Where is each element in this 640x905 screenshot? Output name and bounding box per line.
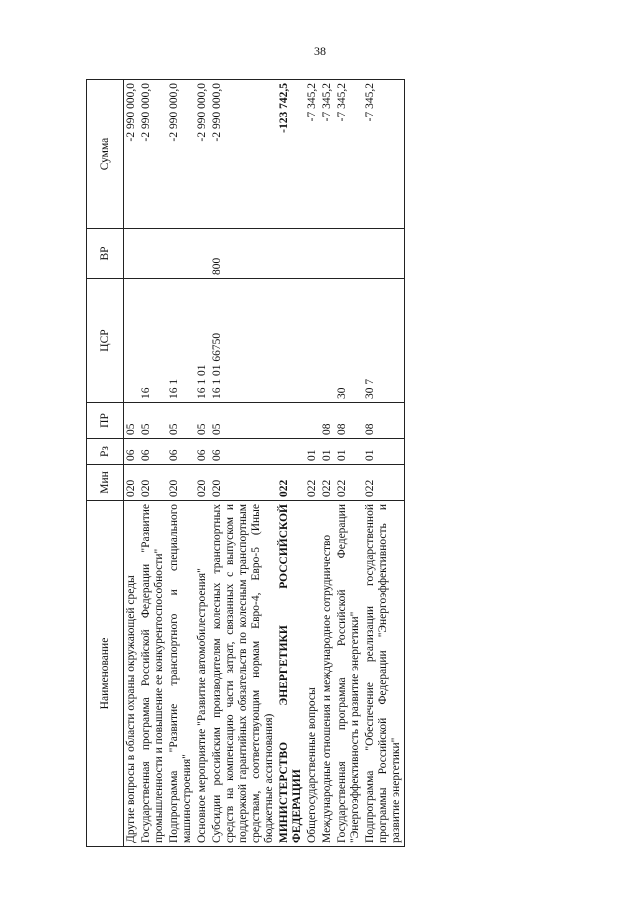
budget-table: [86, 79, 405, 847]
cell-sum: -2 990 000,0: [167, 80, 195, 229]
table-row: [167, 80, 195, 847]
cell-vr: [335, 229, 363, 279]
cell-vr: [195, 229, 210, 279]
header-vr: ВР: [87, 229, 124, 279]
cell-pr: [305, 403, 320, 439]
table-row: [124, 80, 140, 847]
cell-min: 022: [277, 465, 305, 501]
cell-pr: [277, 403, 305, 439]
cell-min: 020: [210, 465, 277, 501]
cell-pr: 05: [195, 403, 210, 439]
cell-sum: -2 990 000,0: [139, 80, 167, 229]
cell-sum: -7 345,2: [320, 80, 335, 229]
rotated-table-wrapper: [86, 80, 612, 847]
cell-sum: -2 990 000,0: [210, 80, 277, 229]
cell-min: 020: [124, 465, 140, 501]
header-pr: ПР: [87, 403, 124, 439]
cell-rz: 06: [167, 439, 195, 465]
cell-min: 020: [139, 465, 167, 501]
cell-rz: 01: [320, 439, 335, 465]
cell-pr: 05: [124, 403, 140, 439]
table-row: [305, 80, 320, 847]
cell-min: 022: [335, 465, 363, 501]
cell-rz: 06: [139, 439, 167, 465]
header-name: Наименование: [87, 501, 124, 847]
cell-pr: 05: [210, 403, 277, 439]
cell-pr: 08: [320, 403, 335, 439]
table-row: [210, 80, 277, 847]
cell-rz: 06: [195, 439, 210, 465]
cell-vr: [320, 229, 335, 279]
cell-rz: 06: [210, 439, 277, 465]
cell-min: 020: [195, 465, 210, 501]
cell-vr: [139, 229, 167, 279]
cell-rz: [277, 439, 305, 465]
table-row: [277, 80, 305, 847]
cell-csr: 30 7: [363, 279, 405, 403]
cell-rz: 01: [305, 439, 320, 465]
cell-name: Государственная программа Российской Федерации "Энергоэффективность и развитие энергетики": [335, 501, 363, 847]
cell-csr: [305, 279, 320, 403]
table-header-row: [87, 80, 124, 847]
cell-rz: 01: [335, 439, 363, 465]
cell-csr: 16 1 01: [195, 279, 210, 403]
header-csr: ЦСР: [87, 279, 124, 403]
cell-name: Общегосударственные вопросы: [305, 501, 320, 847]
cell-sum: -2 990 000,0: [195, 80, 210, 229]
cell-vr: [124, 229, 140, 279]
cell-csr: 16 1 01 66750: [210, 279, 277, 403]
cell-min: 022: [320, 465, 335, 501]
cell-csr: [320, 279, 335, 403]
cell-min: 020: [167, 465, 195, 501]
cell-vr: [167, 229, 195, 279]
cell-sum: -2 990 000,0: [124, 80, 140, 229]
cell-csr: 16: [139, 279, 167, 403]
cell-pr: 05: [167, 403, 195, 439]
cell-vr: [363, 229, 405, 279]
table-row: [320, 80, 335, 847]
page-number: 38: [314, 44, 326, 58]
cell-name: Подпрограмма "Обеспечение реализации государственной программы Российской Федерации "Энергоэффективность и развитие энергетики": [363, 501, 405, 847]
cell-pr: 08: [335, 403, 363, 439]
cell-sum: -7 345,2: [335, 80, 363, 229]
cell-rz: 01: [363, 439, 405, 465]
cell-csr: 30: [335, 279, 363, 403]
cell-name: Другие вопросы в области охраны окружающей среды: [124, 501, 140, 847]
cell-min: 022: [305, 465, 320, 501]
cell-sum: -7 345,2: [305, 80, 320, 229]
cell-csr: [277, 279, 305, 403]
cell-vr: [305, 229, 320, 279]
cell-name: Государственная программа Российской Федерации "Развитие промышленности и повышение ее конкурентоспособности": [139, 501, 167, 847]
cell-name: Международные отношения и международное сотрудничество: [320, 501, 335, 847]
table-row: [139, 80, 167, 847]
cell-min: 022: [363, 465, 405, 501]
table-row: [195, 80, 210, 847]
header-min: Мин: [87, 465, 124, 501]
table-row: [335, 80, 363, 847]
cell-csr: 16 1: [167, 279, 195, 403]
header-rz: Рз: [87, 439, 124, 465]
cell-csr: [124, 279, 140, 403]
cell-rz: 06: [124, 439, 140, 465]
cell-sum: -7 345,2: [363, 80, 405, 229]
header-sum: Сумма: [87, 80, 124, 229]
cell-sum: -123 742,5: [277, 80, 305, 229]
cell-name: Основное мероприятие "Развитие автомобилестроения": [195, 501, 210, 847]
cell-name: Субсидии российским производителям колесных транспортных средств на компенсацию части затрат, связанных с выпуском и поддержкой гарантийных обязательств по колесным транспортным средствам, соответствующим нормам Евро-4, Евро-5 (Иные бюджетные ассигнования): [210, 501, 277, 847]
cell-vr: [277, 229, 305, 279]
cell-name: МИНИСТЕРСТВО ЭНЕРГЕТИКИ РОССИЙСКОЙ ФЕДЕРАЦИИ: [277, 501, 305, 847]
cell-pr: 08: [363, 403, 405, 439]
cell-vr: 800: [210, 229, 277, 279]
table-row: [363, 80, 405, 847]
cell-pr: 05: [139, 403, 167, 439]
cell-name: Подпрограмма "Развитие транспортного и специального машиностроения": [167, 501, 195, 847]
